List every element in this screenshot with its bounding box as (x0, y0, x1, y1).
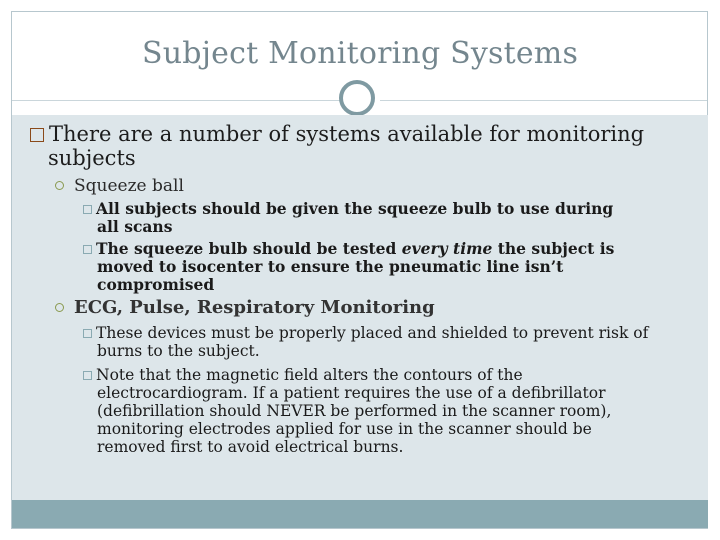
list-item (83, 324, 693, 342)
list-item-continued: monitoring electrodes applied for use in the scanner should be (97, 420, 592, 438)
sub-bullet-label: ECG, Pulse, Respiratory Monitoring (74, 297, 435, 318)
list-item-continued: removed first to avoid electrical burns. (97, 438, 404, 456)
list-item-continued: compromised (97, 275, 215, 294)
circle-bullet-icon (55, 303, 64, 312)
sub-bullet-monitoring (55, 298, 435, 318)
item-text: The squeeze bulb should be tested (96, 239, 402, 258)
bullet-1-continued: subjects (48, 146, 136, 170)
item-text: Note that the magnetic field alters the contours of the (96, 366, 523, 384)
square-bullet-icon (83, 205, 92, 214)
square-bullet-icon (30, 128, 44, 142)
item-text: the subject is (492, 239, 615, 258)
item-text: All subjects should be given the squeeze bulb to use during (96, 199, 614, 218)
bullet-1 (30, 122, 690, 146)
list-item-continued: moved to isocenter to ensure the pneumatic line isn’t (97, 257, 564, 276)
slide-title: Subject Monitoring Systems (141, 36, 579, 71)
bullet-1-text: There are a number of systems available for monitoring (49, 122, 645, 146)
square-bullet-icon (83, 245, 92, 254)
square-bullet-icon (83, 329, 92, 338)
item-text: These devices must be properly placed and shielded to prevent risk of (96, 324, 649, 342)
list-item-continued: all scans (97, 217, 173, 236)
list-item (83, 200, 693, 218)
circle-bullet-icon (55, 181, 64, 190)
square-bullet-icon (83, 371, 92, 380)
list-item (83, 366, 693, 384)
list-item (83, 240, 693, 258)
sub-bullet-squeeze-ball (55, 176, 184, 196)
emphasis-text: every time (401, 239, 493, 258)
list-item-continued: (defibrillation should NEVER be performed in the scanner room), (97, 402, 612, 420)
list-item-continued: burns to the subject. (97, 342, 260, 360)
list-item-continued: electrocardiogram. If a patient requires the use of a defibrillator (97, 384, 606, 402)
sub-bullet-label: Squeeze ball (74, 176, 184, 196)
